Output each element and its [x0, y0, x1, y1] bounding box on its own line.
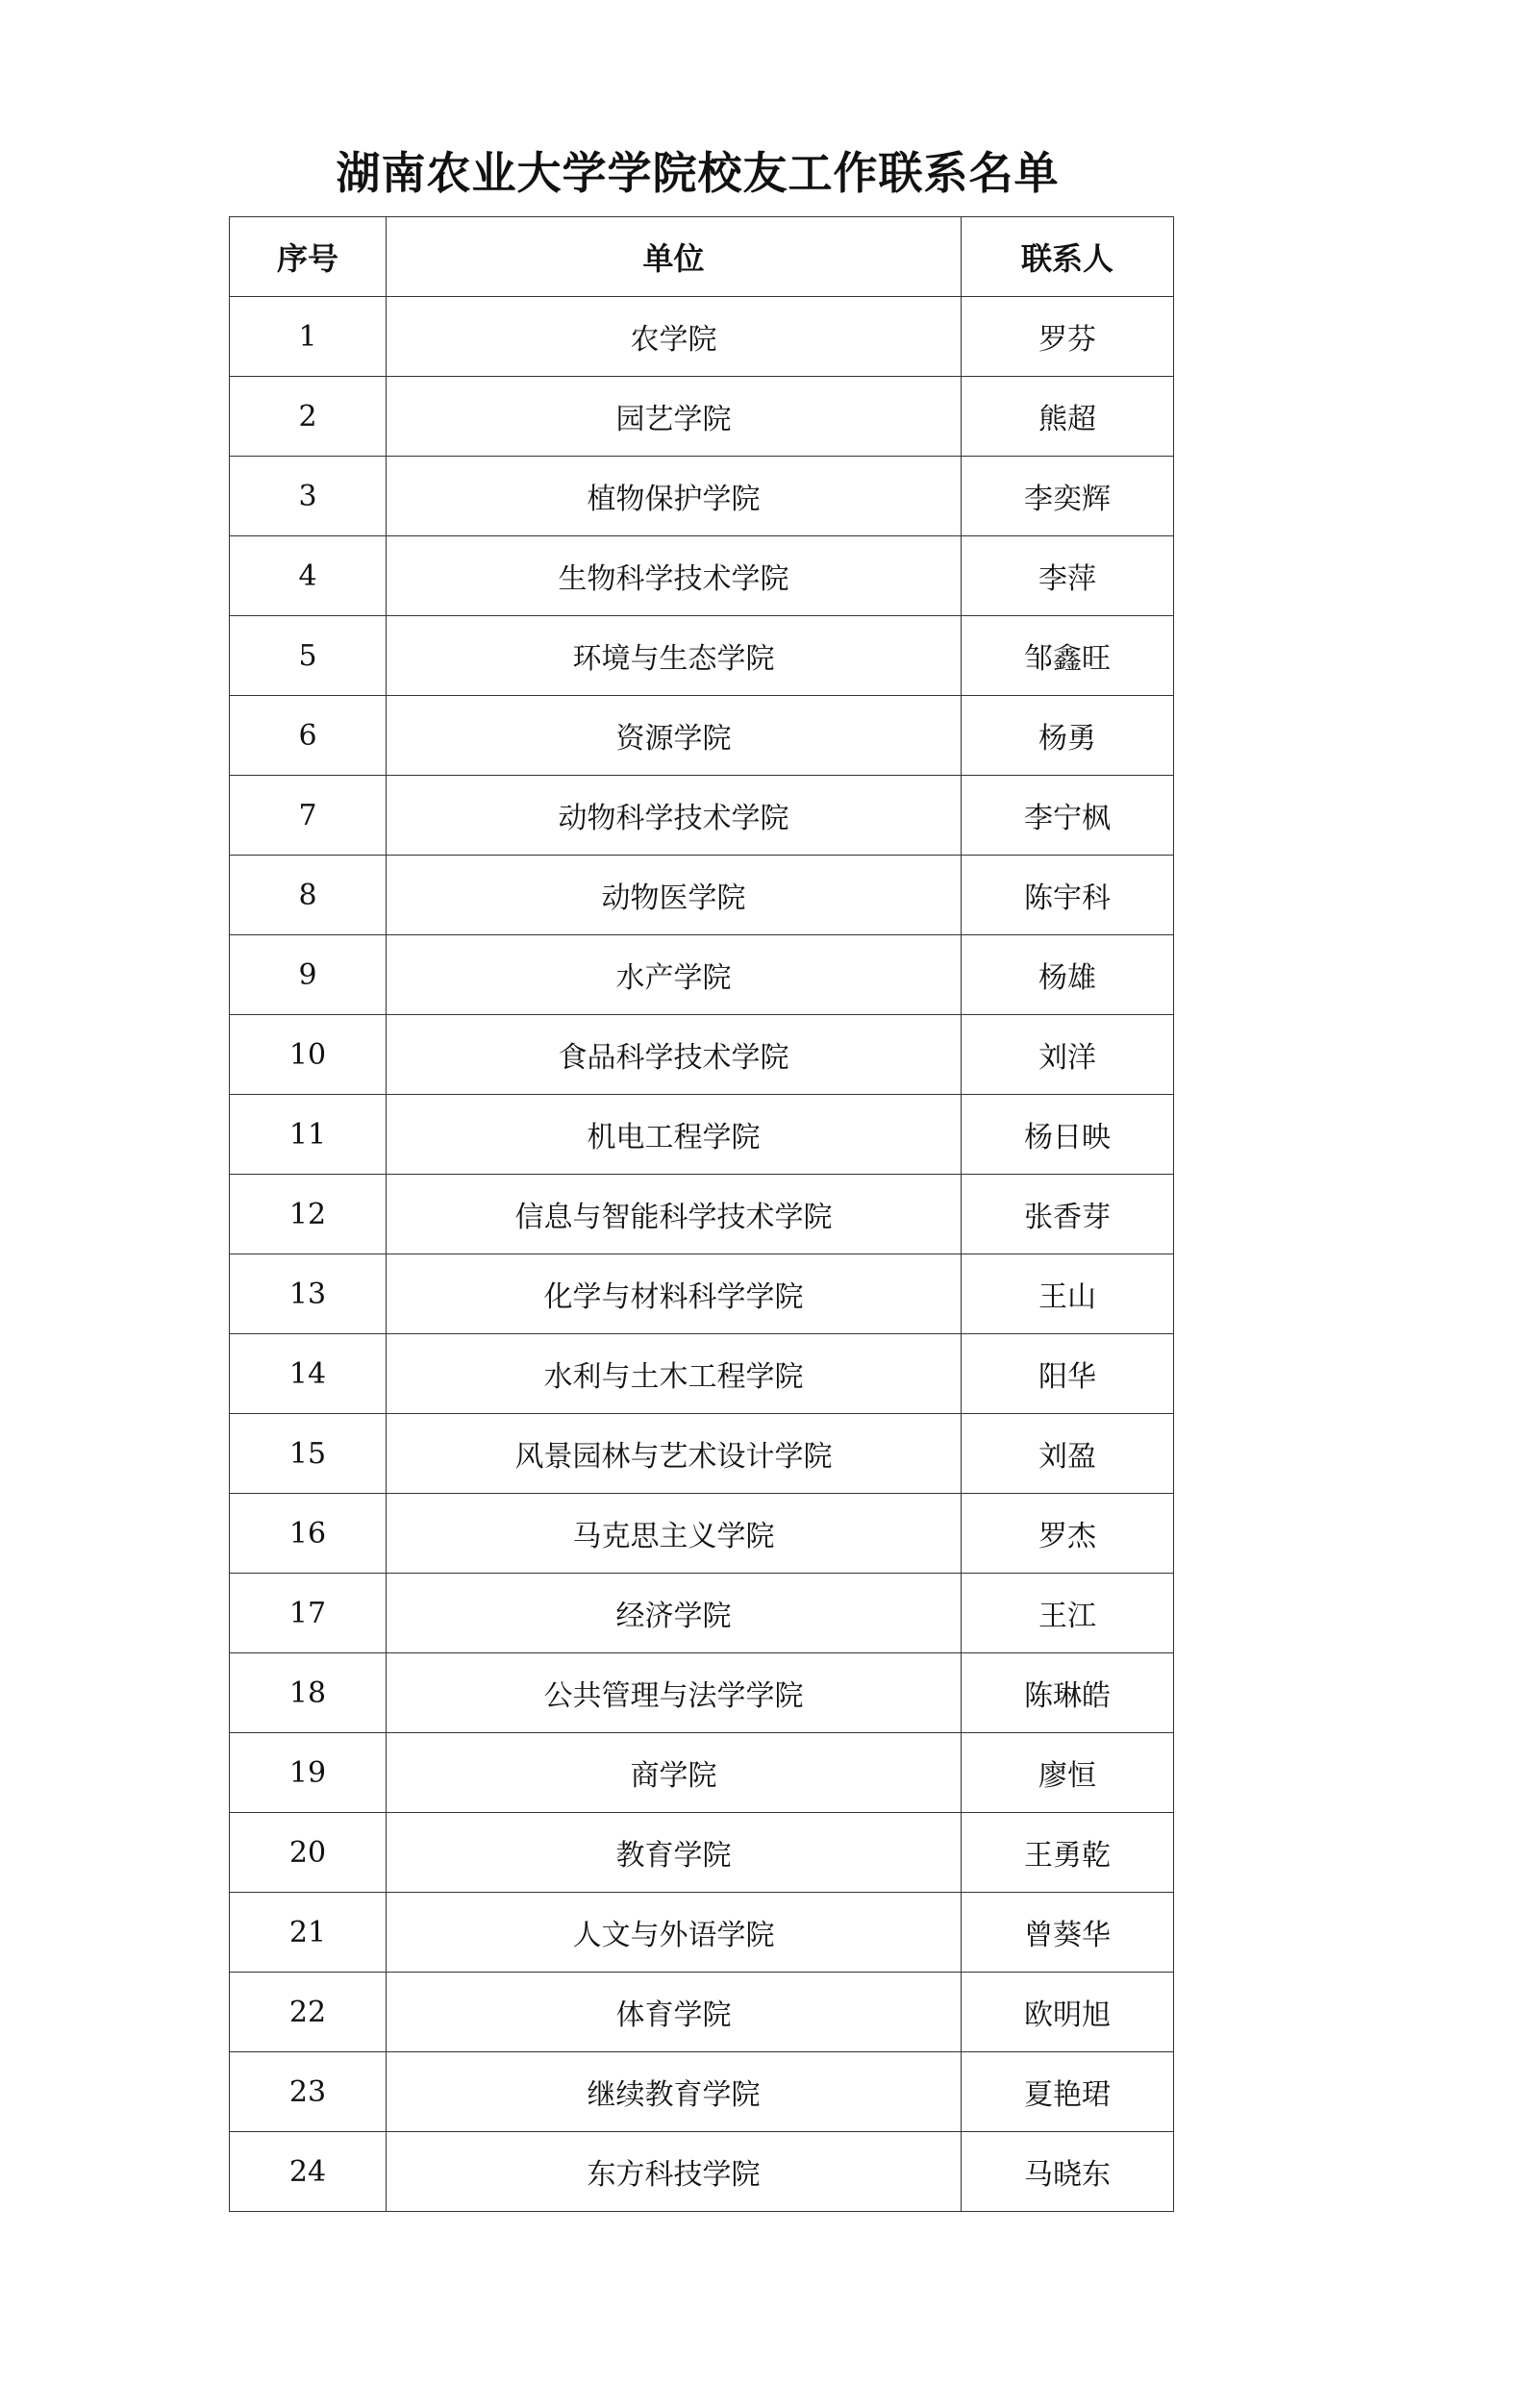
table-row: [230, 1254, 1174, 1334]
table-row: [230, 1973, 1174, 2052]
cell-no: 16: [230, 1494, 387, 1574]
cell-no: 20: [230, 1813, 387, 1893]
cell-no: 1: [230, 297, 387, 377]
cell-no: 6: [230, 696, 387, 776]
cell-contact: 刘盈: [962, 1414, 1174, 1494]
cell-unit: 水产学院: [387, 935, 962, 1015]
cell-no: 2: [230, 377, 387, 457]
table-row: [230, 1893, 1174, 1973]
cell-contact: 陈琳皓: [962, 1653, 1174, 1733]
cell-no: 17: [230, 1574, 387, 1653]
cell-unit: 水利与土木工程学院: [387, 1334, 962, 1414]
cell-no: 4: [230, 536, 387, 616]
cell-contact: 阳华: [962, 1334, 1174, 1414]
cell-no: 13: [230, 1254, 387, 1334]
cell-unit: 植物保护学院: [387, 457, 962, 536]
cell-unit: 化学与材料科学学院: [387, 1254, 962, 1334]
cell-contact: 陈宇科: [962, 856, 1174, 935]
cell-unit: 机电工程学院: [387, 1095, 962, 1175]
cell-no: 12: [230, 1175, 387, 1254]
cell-unit: 商学院: [387, 1733, 962, 1813]
cell-no: 3: [230, 457, 387, 536]
table-row: [230, 297, 1174, 377]
cell-no: 23: [230, 2052, 387, 2132]
cell-unit: 信息与智能科学技术学院: [387, 1175, 962, 1254]
cell-no: 21: [230, 1893, 387, 1973]
header-unit: 单位: [387, 217, 962, 297]
table-row: [230, 1733, 1174, 1813]
table-body: [230, 297, 1174, 2212]
page-title: 湖南农业大学学院校友工作联系名单: [336, 147, 1060, 199]
cell-no: 5: [230, 616, 387, 696]
cell-contact: 李宁枫: [962, 776, 1174, 856]
cell-unit: 经济学院: [387, 1574, 962, 1653]
cell-no: 14: [230, 1334, 387, 1414]
cell-no: 15: [230, 1414, 387, 1494]
cell-unit: 体育学院: [387, 1973, 962, 2052]
table-row: [230, 457, 1174, 536]
cell-contact: 王山: [962, 1254, 1174, 1334]
cell-unit: 教育学院: [387, 1813, 962, 1893]
header-no: 序号: [230, 217, 387, 297]
cell-unit: 园艺学院: [387, 377, 962, 457]
cell-contact: 王勇乾: [962, 1813, 1174, 1893]
cell-unit: 继续教育学院: [387, 2052, 962, 2132]
cell-contact: 曾葵华: [962, 1893, 1174, 1973]
cell-unit: 马克思主义学院: [387, 1494, 962, 1574]
cell-contact: 李奕辉: [962, 457, 1174, 536]
table-row: [230, 616, 1174, 696]
cell-no: 19: [230, 1733, 387, 1813]
cell-unit: 农学院: [387, 297, 962, 377]
table-row: [230, 856, 1174, 935]
cell-contact: 熊超: [962, 377, 1174, 457]
table-header-row: [230, 217, 1174, 297]
cell-no: 11: [230, 1095, 387, 1175]
table-row: [230, 776, 1174, 856]
table-row: [230, 1813, 1174, 1893]
table-row: [230, 1574, 1174, 1653]
cell-contact: 欧明旭: [962, 1973, 1174, 2052]
cell-no: 8: [230, 856, 387, 935]
cell-unit: 动物科学技术学院: [387, 776, 962, 856]
cell-no: 24: [230, 2132, 387, 2212]
cell-contact: 马晓东: [962, 2132, 1174, 2212]
table-row: [230, 2052, 1174, 2132]
table-row: [230, 1653, 1174, 1733]
cell-contact: 杨雄: [962, 935, 1174, 1015]
table-row: [230, 696, 1174, 776]
cell-unit: 风景园林与艺术设计学院: [387, 1414, 962, 1494]
cell-contact: 杨勇: [962, 696, 1174, 776]
table-row: [230, 1334, 1174, 1414]
table-row: [230, 1494, 1174, 1574]
cell-no: 18: [230, 1653, 387, 1733]
table-row: [230, 1175, 1174, 1254]
cell-contact: 刘洋: [962, 1015, 1174, 1095]
table-row: [230, 2132, 1174, 2212]
cell-unit: 动物医学院: [387, 856, 962, 935]
table-row: [230, 1015, 1174, 1095]
cell-unit: 资源学院: [387, 696, 962, 776]
cell-contact: 王江: [962, 1574, 1174, 1653]
cell-unit: 环境与生态学院: [387, 616, 962, 696]
table-row: [230, 935, 1174, 1015]
table-row: [230, 1414, 1174, 1494]
cell-unit: 东方科技学院: [387, 2132, 962, 2212]
cell-contact: 罗芬: [962, 297, 1174, 377]
cell-contact: 邹鑫旺: [962, 616, 1174, 696]
cell-no: 7: [230, 776, 387, 856]
cell-no: 22: [230, 1973, 387, 2052]
cell-no: 9: [230, 935, 387, 1015]
cell-unit: 人文与外语学院: [387, 1893, 962, 1973]
cell-contact: 廖恒: [962, 1733, 1174, 1813]
contacts-table: [229, 216, 1174, 2212]
cell-unit: 食品科学技术学院: [387, 1015, 962, 1095]
cell-no: 10: [230, 1015, 387, 1095]
cell-contact: 张香芽: [962, 1175, 1174, 1254]
cell-contact: 罗杰: [962, 1494, 1174, 1574]
cell-unit: 生物科学技术学院: [387, 536, 962, 616]
cell-contact: 杨日映: [962, 1095, 1174, 1175]
cell-contact: 李萍: [962, 536, 1174, 616]
table-row: [230, 1095, 1174, 1175]
header-contact: 联系人: [962, 217, 1174, 297]
table-row: [230, 377, 1174, 457]
cell-unit: 公共管理与法学学院: [387, 1653, 962, 1733]
cell-contact: 夏艳珺: [962, 2052, 1174, 2132]
table-row: [230, 536, 1174, 616]
